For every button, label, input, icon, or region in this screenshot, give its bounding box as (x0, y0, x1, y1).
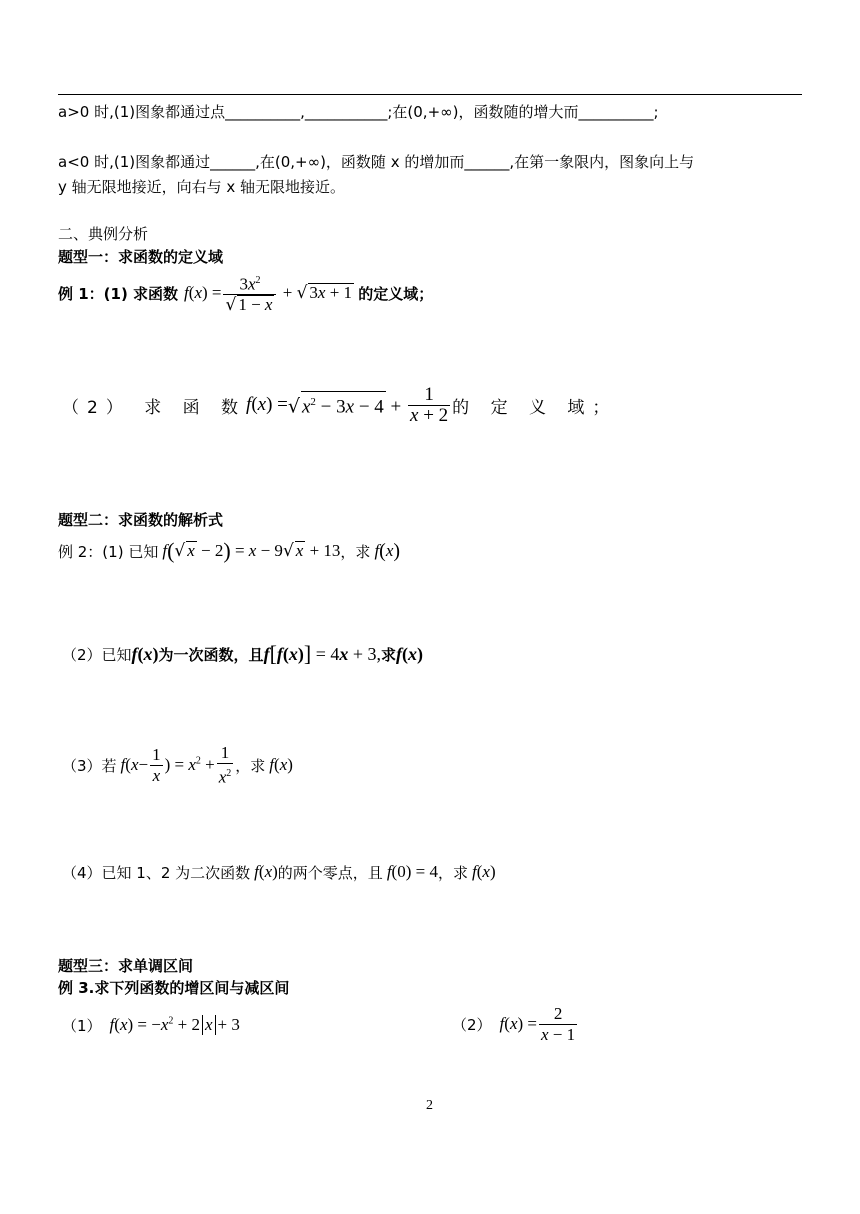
type2-title: 题型二：求函数的解析式 (58, 511, 224, 529)
ex1-2-fraction: $\frac{1}{x + 2}$ (410, 383, 449, 426)
ex1-1-prefix: 例 1：(1) 求函数 (58, 284, 179, 303)
ex2-3-prefix: （3）若 (62, 756, 117, 775)
type3-title: 题型三：求单调区间 (58, 957, 194, 975)
example3-part1: （1） f ( x ) = $-x^2 + 2$ x + 3 (62, 1015, 240, 1035)
example3-title: 例 3.求下列函数的增区间与减区间 (58, 979, 290, 997)
top-rule (58, 94, 802, 95)
ex1-2-prefix: （2） 求 函 数 (62, 397, 247, 418)
example3-part2: （2） f ( x ) = $\frac{2}{x - 1}$ (452, 1003, 576, 1044)
line-a-negative-1: a<0 时,(1)图象都通过______,在(0,+∞)，函数随 x 的增加而______,在第一象限内，图象向上与 (58, 153, 695, 171)
example2-part4: （4）已知 1、2 为二次函数 f ( x ) 的两个零点，且 f (0) = 4 ，求 f ( x ) (62, 862, 496, 882)
ex2-2-tail: 求 (381, 645, 397, 664)
line-a-negative-2: y 轴无限地接近，向右与 x 轴无限地接近。 (58, 178, 346, 196)
ex1-1-formula: f (184, 283, 189, 302)
ex1-1-suffix: 的定义域； (358, 284, 434, 303)
example2-part2: （2）已知 f ( x ) 为一次函数，且 f [ f ( x ) ] = 4x + 3, 求 f ( x ) (62, 641, 424, 666)
ex2-1-suffix: ，求 (340, 542, 371, 561)
example1-part1: 例 1：(1) 求函数 f ( x ) = $\frac{3x^2}{√ 1 - x}$ + √ 3x + 1 的定义域； (58, 268, 433, 318)
ex2-1-prefix: 例 2：(1) 已知 (58, 542, 159, 561)
ex1-2-suffix: 的 定 义 域； (452, 397, 618, 418)
ex1-1-fraction: $\frac{3x^2}{√ 1 - x}$ (223, 271, 276, 316)
ex2-4-mid2: ，求 (437, 863, 468, 882)
ex3-2-label: （2） (452, 1015, 492, 1034)
example1-part2: （2） 求 函 数 f ( x ) = √ $x^2 - 3x - 4$ + $\frac{1}{x + 2}$ 的 定 义 域； (62, 383, 618, 426)
type1-title: 题型一：求函数的定义域 (58, 248, 224, 266)
ex2-4-mid1: 的两个零点，且 (277, 863, 383, 882)
section-title: 二、典例分析 (58, 225, 149, 243)
ex2-4-prefix: （4）已知 1、2 为二次函数 (62, 863, 251, 882)
example2-part1: 例 2：(1) 已知 f ( √ x − 2 ) = x − 9√ x + 13 ，求 f ( x ) (58, 538, 401, 563)
ex3-1-label: （1） (62, 1016, 102, 1035)
example2-part3: （3）若 f ( x − $\frac{1}{x}$ ) = $x^2$ + $\frac{1}{x^2}$ ，求 f ( x ) (62, 742, 293, 787)
ex2-2-mid: 为一次函数，且 (158, 645, 264, 664)
ex2-3-suffix: ，求 (235, 756, 266, 775)
ex2-2-prefix: （2）已知 (62, 645, 132, 664)
page-number: 2 (426, 1098, 433, 1113)
line-a-positive: a>0 时,(1)图象都通过点__________,___________;在(0,+∞)，函数随的增大而__________; (58, 103, 659, 121)
